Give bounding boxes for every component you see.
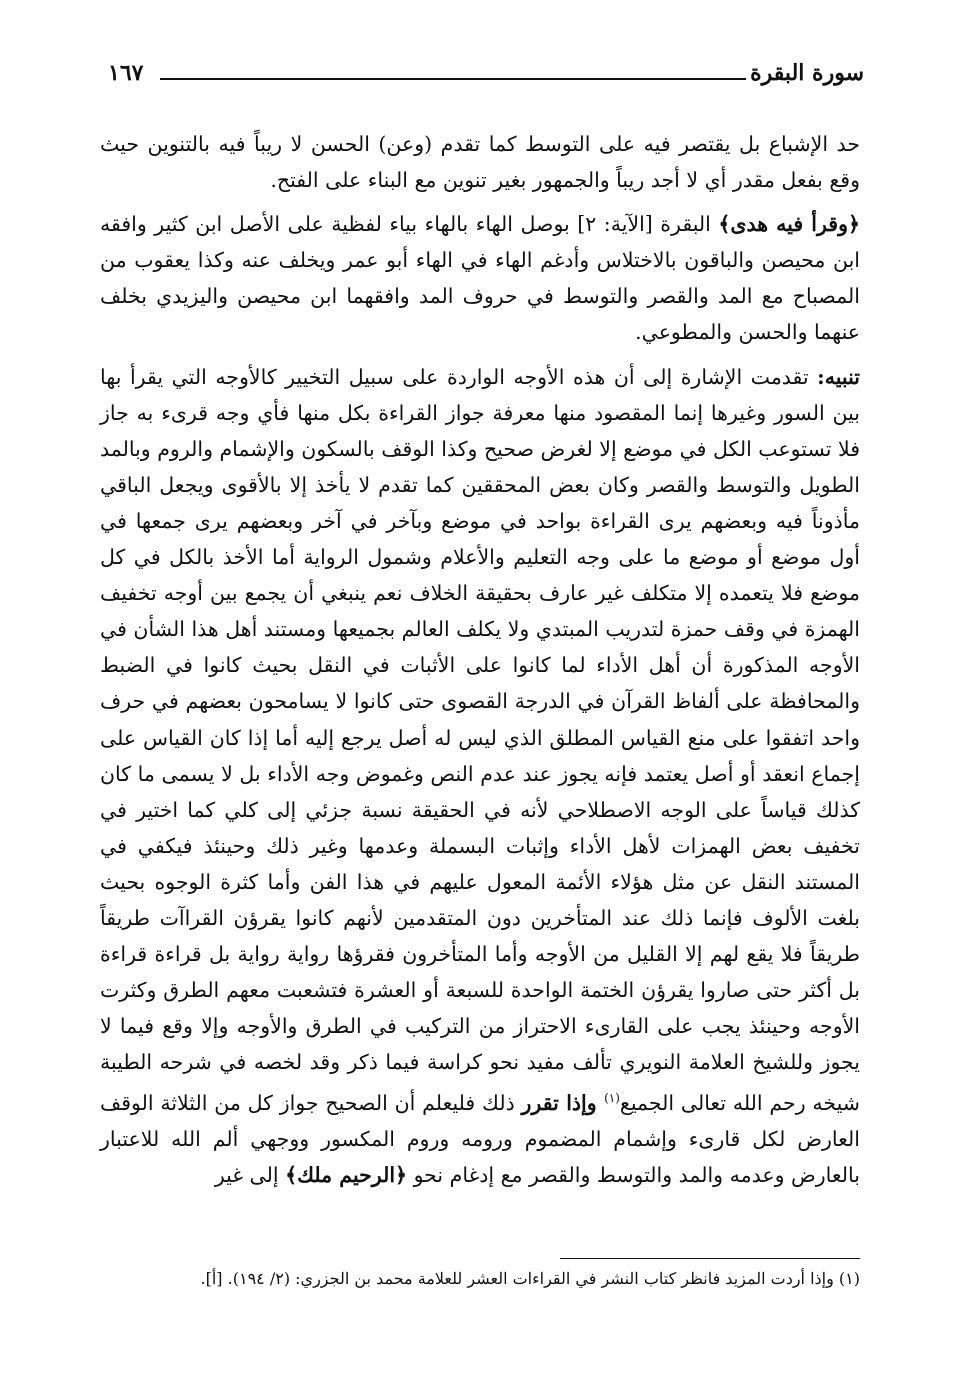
paragraph-2-text: البقرة [الآية: ٢] بوصل الهاء بالهاء بياء لفظية على الأصل ابن كثير وافقه ابن محيصن والباقون بالاختلاس وأدغم الهاء في الهاء أبو عمر ويخلف عنه وكذا يعقوب من المصباح مع المد والقصر والتوسط في حروف المد وافقهما ابن محيصن واليزيدي بخلف عنهما والحسن والمطوعي. xyxy=(100,212,860,345)
body-text xyxy=(100,126,860,1194)
page-number: ١٦٧ xyxy=(108,60,144,86)
footnote-rule xyxy=(560,1258,860,1259)
paragraph-3-text: تقدمت الإشارة إلى أن هذه الأوجه الواردة على سبيل التخيير كالأوجه التي يقرأ بها بين السور وغيرها إنما المقصود منها معرفة جواز القراءة بكل منها فأي وجه قرىء به جاز فلا تستوعب الكل في موضع إلا لغرض صحيح وكذا الوقف بالسكون والإشمام والروم وبالمد الطويل والتوسط والقصر وكان بعض المحققين كما تقدم لا يأخذ إلا بالأقوى ويجعل الباقي مأذوناً فيه وبعضهم يرى القراءة بواحد في موضع وبآخر في آخر وبعضهم يرى جمعها في أول موضع أو موضع ما على وجه التعليم والأعلام وشمول الرواية أما الأخذ بالكل في كل موضع فلا يتعمده إلا متكلف غير عارف بحقيقة الخلاف نعم ينبغي أن يجمع بين أوجه تخفيف الهمزة في وقف حمزة لتدريب المبتدي ولا يكلف العالم بجميعها ومستند أهل هذا الشأن في الأوجه المذكورة أن أهل الأداء لما كانوا على الأثبات في النقل بحيث كانوا في الضبط والمحافظة على ألفاظ القرآن في الدرجة القصوى حتى كانوا لا يسامحون بعضهم في حرف واحد اتفقوا على منع القياس المطلق الذي ليس له أصل يرجع إليه أما إذا كان القياس على إجماع انعقد أو أصل يعتمد فإنه يجوز عند عدم النص وغموض وجه الأداء بل لا يسمى ما كان كذلك قياساً على الوجه الاصطلاحي لأنه في الحقيقة نسبة جزئي إلى كلي كما اختير في تخفيف بعض الهمزات لأهل الأداء وإثبات البسملة وعدمها وغير ذلك وحينئذ فيكفي في المستند النقل عن مثل هؤلاء الأئمة المعول عليهم في هذا الفن وأما كثرة الوجوه بحيث بلغت الألوف فإنما ذلك عند المتأخرين دون المتقدمين لأنهم كانوا يقرؤن القراآت طريقاً طريقاً فلا يقع لهم إلا القليل من الأوجه وأما المتأخرون فقرؤها رواية رواية بل قراءة قراءة بل أكثر حتى صاروا يقرؤن الختمة الواحدة للسبعة أو العشرة فتشعبت معهم الطرق وكثرت الأوجه وحينئذ يجب على القارىء الاحتراز من التركيب في الطرق والأوجه وإلا وقع فيما لا يجوز وللشيخ العلامة النويري تألف مفيد نحو كراسة فيما ذكر وقد لخصه في شرحه الطيبة شيخه رحم الله تعالى الجميع xyxy=(100,364,860,1116)
footnote: (١) وإذا أردت المزيد فانظر كتاب النشر في القراءات العشر للعلامة محمد بن الجزري: (٢/ ١٩٤). [أ]. xyxy=(200,1269,860,1288)
paragraph-3-text-3: إلى غير xyxy=(214,1163,286,1188)
paragraph-2-lead: ﴿وقرأ فيه هدى﴾ xyxy=(718,212,860,237)
paragraph-2 xyxy=(100,206,860,350)
paragraph-1-text: حد الإشباع بل يقتصر فيه على التوسط كما تقدم (وعن) الحسن لا ريباً فيه بالتنوين حيث وقع بفعل مقدر أي لا أجد ريباً والجمهور بغير تنوين مع البناء على الفتح. xyxy=(100,132,860,193)
paragraph-3-lead: تنبيه: xyxy=(817,364,860,389)
paragraph-3-bold-phrase: وإذا تقرر xyxy=(521,1091,605,1116)
paragraph-3 xyxy=(100,359,860,1194)
header-rule xyxy=(160,78,746,80)
paragraph-1 xyxy=(100,126,860,198)
paragraph-3-text-2: ذلك فليعلم أن الصحيح جواز كل من الثلاثة الوقف العارض لكل قارىء وإشمام المضموم ورومه وروم المكسور ووجهي ألم الله للاعتبار بالعارض وعدمه والمد والتوسط والقصر مع إدغام نحو xyxy=(100,1091,860,1188)
surah-title: سورة البقرة xyxy=(750,60,864,86)
footnote-ref: (١) xyxy=(604,1091,620,1106)
paragraph-3-quran-quote: ﴿الرحيم ملك﴾ xyxy=(285,1163,408,1188)
page-header xyxy=(108,56,864,92)
